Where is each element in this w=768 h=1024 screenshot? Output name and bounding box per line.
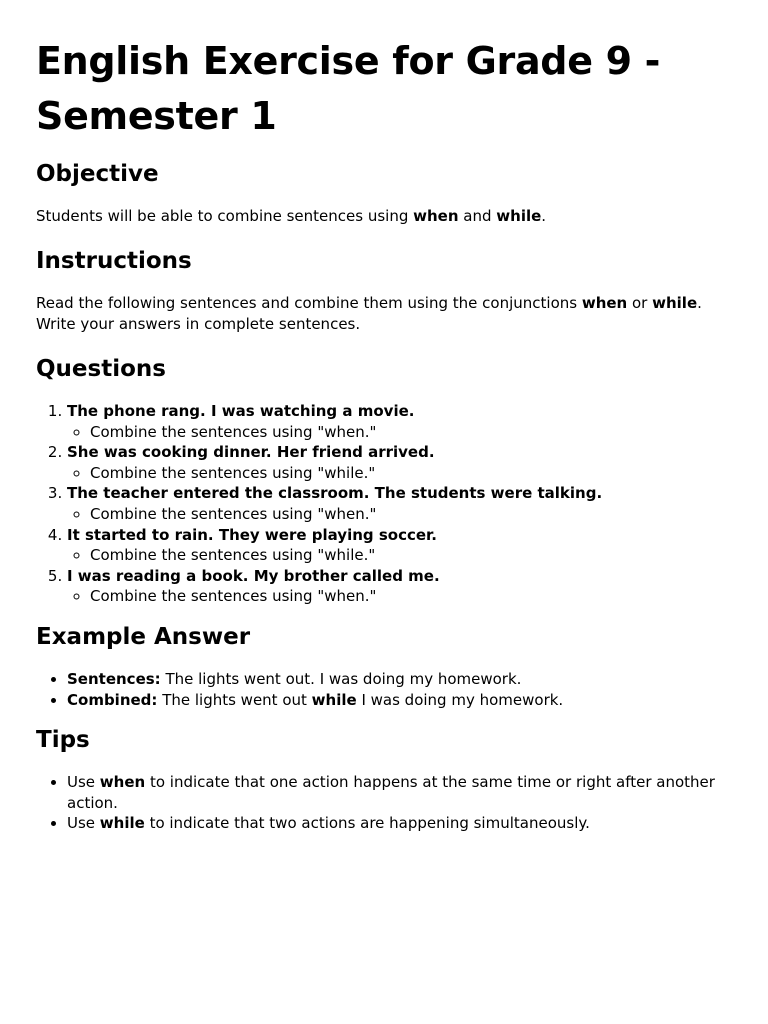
question-item xyxy=(67,525,732,566)
question-sentence: It started to rain. They were playing soccer. xyxy=(67,525,438,544)
question-task: ◦ Combine the sentences using "when." xyxy=(90,422,732,443)
objective-text: Students will be able to combine sentences using when and while. xyxy=(36,207,547,225)
questions-heading: Questions xyxy=(36,356,166,382)
example-sentences-item: • Sentences: The lights went out. I was doing my homework. xyxy=(67,669,732,690)
question-item xyxy=(67,401,732,442)
page-title: English Exercise for Grade 9 - Semester 1 xyxy=(36,39,661,138)
question-sentence: The teacher entered the classroom. The students were talking. xyxy=(67,484,603,503)
instructions-text: Read the following sentences and combine them using the conjunctions when or while. Write your answers in complete sentences. xyxy=(36,294,702,333)
question-item xyxy=(67,442,732,483)
tip-item: • Use when to indicate that one action happens at the same time or right after another action. xyxy=(67,772,732,813)
example-list xyxy=(36,669,732,710)
question-item xyxy=(67,566,732,607)
question-sentence: I was reading a book. My brother called me. xyxy=(67,566,440,585)
example-heading: Example Answer xyxy=(36,623,251,650)
questions-list xyxy=(36,401,732,607)
question-item xyxy=(67,483,732,524)
example-combined-item: • Combined: The lights went out while I was doing my homework. xyxy=(67,690,732,711)
question-task: ◦ Combine the sentences using "when." xyxy=(90,504,732,525)
question-sentence: The phone rang. I was watching a movie. xyxy=(67,402,415,420)
objective-heading: Objective xyxy=(36,161,159,187)
tips-heading: Tips xyxy=(36,727,90,754)
question-sentence: She was cooking dinner. Her friend arrived. xyxy=(67,443,435,462)
instructions-heading: Instructions xyxy=(36,248,192,274)
question-task: ◦ Combine the sentences using "while." xyxy=(90,545,732,566)
tips-list xyxy=(36,772,732,834)
question-task: ◦ Combine the sentences using "while." xyxy=(90,463,732,484)
tip-item: • Use while to indicate that two actions are happening simultaneously. xyxy=(67,813,732,834)
question-task: ◦ Combine the sentences using "when." xyxy=(90,586,732,607)
